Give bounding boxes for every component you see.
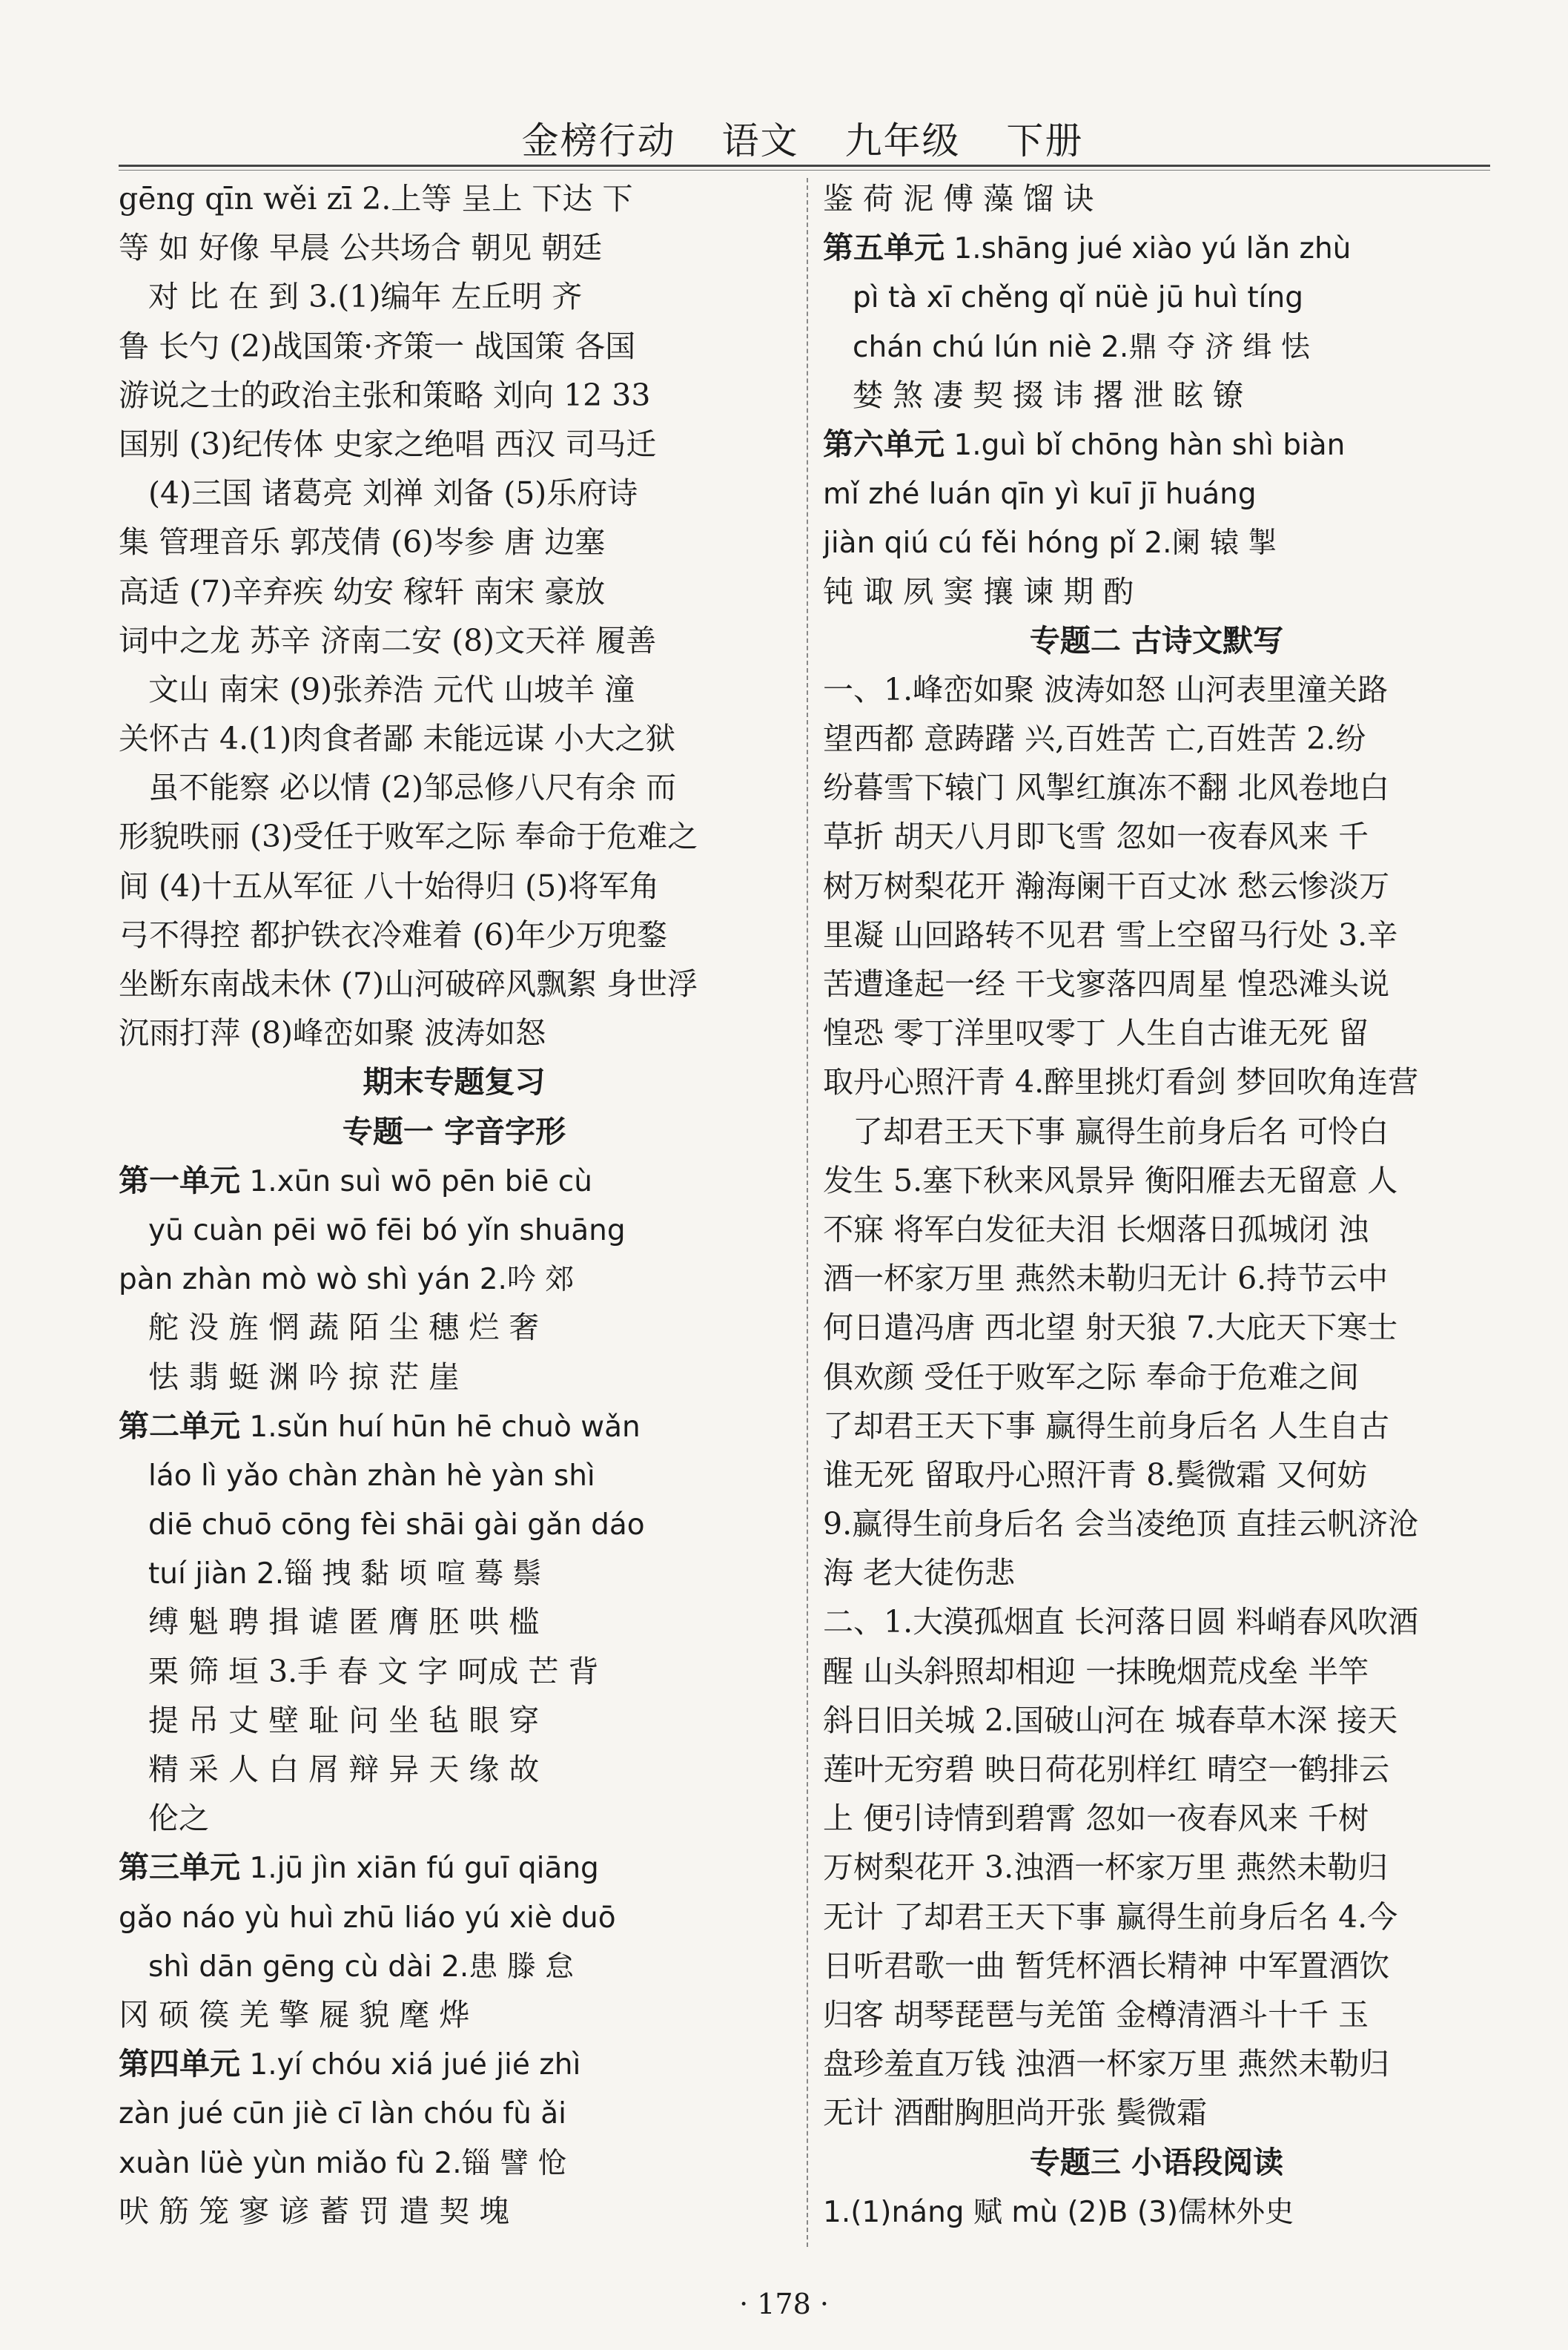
section-heading xyxy=(119,1107,790,1156)
unit-label: 第五单元 xyxy=(823,230,945,266)
answer-line xyxy=(119,567,790,616)
answer-text: 怯 翡 蜓 渊 吟 掠 茫 崖 xyxy=(148,1359,460,1395)
answer-text: 1.(1)náng 赋 mù (2)B (3)儒林外史 xyxy=(823,2195,1294,2229)
answer-text: 钝 诹 夙 窦 攘 谏 期 酌 xyxy=(823,573,1134,610)
answer-text: 树万树梨花开 瀚海阑干百丈冰 愁云惨淡万 xyxy=(823,868,1390,904)
answer-text: shì dān gēng cù dài 2.患 滕 怠 xyxy=(148,1950,575,1984)
answer-text: 缚 魁 聘 揖 谑 匿 膺 胚 哄 槛 xyxy=(148,1604,540,1640)
answer-line xyxy=(119,1450,790,1499)
answer-text: pì tà xī chěng qǐ nüè jū huì tíng xyxy=(853,281,1303,315)
answer-line xyxy=(823,272,1490,321)
answer-text: 坐断东南战未休 (7)山河破碎风飘絮 身世浮 xyxy=(119,966,698,1002)
answer-text: 取丹心照汗青 4.醉里挑灯看剑 梦回吹角连营 xyxy=(823,1064,1419,1100)
answer-line xyxy=(823,567,1490,616)
answer-text: 1.yí chóu xiá jué jié zhì xyxy=(240,2048,581,2082)
answer-line xyxy=(823,1156,1490,1205)
answer-line xyxy=(119,518,790,567)
page-number: · 178 · xyxy=(739,2288,829,2320)
answer-text: 词中之龙 苏辛 济南二安 (8)文天祥 履善 xyxy=(119,622,657,659)
section-heading xyxy=(119,1057,790,1106)
answer-text: 吠 筋 笼 寥 谚 蓄 罚 遣 契 塊 xyxy=(119,2193,510,2229)
answer-text: 专题一 字音字形 xyxy=(342,1113,566,1149)
answer-text: 1.jū jìn xiān fú guī qiāng xyxy=(240,1852,599,1886)
answer-text: 文山 南宋 (9)张养浩 元代 山坡羊 潼 xyxy=(148,671,635,707)
answer-line xyxy=(823,1009,1490,1057)
answer-text: 苦遭逢起一经 干戈寥落四周星 惶恐滩头说 xyxy=(823,966,1390,1002)
answer-text: 冈 硕 篌 羌 擎 屣 貌 麾 烨 xyxy=(119,1996,470,2033)
answer-line xyxy=(823,1843,1490,1892)
answer-line xyxy=(119,1843,790,1892)
answer-line xyxy=(823,1647,1490,1696)
answer-text: 日听君歌一曲 暂凭杯酒长精神 中军置酒饮 xyxy=(823,1947,1390,1984)
right-answer-column xyxy=(823,174,1490,2236)
answer-text: 俱欢颜 受任于败军之际 奉命于危难之间 xyxy=(823,1359,1360,1395)
answer-line xyxy=(119,1990,790,2039)
answer-line xyxy=(823,2187,1490,2236)
answer-text: 上 便引诗情到碧霄 忽如一夜春风来 千树 xyxy=(823,1801,1369,1837)
answer-line xyxy=(119,371,790,420)
answer-line xyxy=(119,665,790,714)
unit-label: 第三单元 xyxy=(119,1849,240,1886)
answer-text: gēng qīn wěi zī 2.上等 呈上 下达 下 xyxy=(119,181,633,217)
answer-line xyxy=(823,665,1490,714)
answer-line xyxy=(119,2138,790,2187)
answer-line xyxy=(823,223,1490,272)
answer-line xyxy=(119,763,790,812)
answer-text: 归客 胡琴琵琶与羌笛 金樽清酒斗十千 玉 xyxy=(823,1996,1369,2033)
answer-line xyxy=(823,2039,1490,2088)
answer-line xyxy=(119,223,790,272)
answer-text: 酒一杯家万里 燕然未勒归无计 6.持节云中 xyxy=(823,1261,1389,1297)
answer-text: 惶恐 零丁洋里叹零丁 人生自古谁无死 留 xyxy=(823,1015,1369,1052)
section-heading xyxy=(823,616,1490,665)
answer-line xyxy=(119,1254,790,1303)
header-book-title: 金榜行动 xyxy=(521,119,676,162)
answer-line xyxy=(119,1402,790,1450)
answer-line xyxy=(823,1254,1490,1303)
answer-text: 纷暮雪下辕门 风掣红旗冻不翻 北风卷地白 xyxy=(823,770,1390,806)
answer-text: 沉雨打萍 (8)峰峦如聚 波涛如怒 xyxy=(119,1015,546,1052)
answer-line xyxy=(119,2039,790,2088)
answer-text: 高适 (7)辛弃疾 幼安 稼轩 南宋 豪放 xyxy=(119,573,606,610)
answer-text: yū cuàn pēi wō fēi bó yǐn shuāng xyxy=(148,1213,626,1247)
answer-text: 一、1.峰峦如聚 波涛如怒 山河表里潼关路 xyxy=(823,671,1389,707)
answer-line xyxy=(119,272,790,321)
answer-text: chán chú lún niè 2.鼎 夺 济 缉 怯 xyxy=(853,330,1310,364)
answer-line xyxy=(119,714,790,763)
answer-text: jiàn qiú cú fěi hóng pǐ 2.阑 辕 掣 xyxy=(823,527,1277,561)
answer-line xyxy=(823,1745,1490,1794)
answer-line xyxy=(119,862,790,911)
unit-label: 第一单元 xyxy=(119,1162,240,1198)
answer-text: 望西都 意踌躇 兴,百姓苦 亡,百姓苦 2.纷 xyxy=(823,721,1366,757)
answer-line xyxy=(823,1892,1490,1941)
answer-text: 草折 胡天八月即飞雪 忽如一夜春风来 千 xyxy=(823,819,1369,855)
answer-line xyxy=(119,174,790,223)
answer-text: 发生 5.塞下秋来风景异 衡阳雁去无留意 人 xyxy=(823,1162,1398,1198)
answer-text: 关怀古 4.(1)肉食者鄙 未能远谋 小大之狱 xyxy=(119,721,676,757)
answer-text: 鉴 荷 泥 傅 藻 馏 诀 xyxy=(823,181,1094,217)
answer-text: 盘珍羞直万钱 浊酒一杯家万里 燕然未勒归 xyxy=(823,2046,1390,2082)
header-subject: 语文 xyxy=(721,119,799,162)
answer-line xyxy=(823,1990,1490,2039)
answer-text: 醒 山头斜照却相迎 一抹晚烟荒戍垒 半竿 xyxy=(823,1653,1369,1689)
answer-text: 间 (4)十五从军征 八十始得归 (5)将军角 xyxy=(119,868,660,904)
answer-line xyxy=(823,1303,1490,1352)
answer-line xyxy=(823,1107,1490,1156)
answer-text: 伦之 xyxy=(148,1801,209,1837)
answer-line xyxy=(823,1696,1490,1745)
answer-text: 里凝 山回路转不见君 雪上空留马行处 3.辛 xyxy=(823,917,1398,953)
answer-text: 舵 没 旌 惘 蔬 陌 尘 穗 烂 奢 xyxy=(148,1310,540,1346)
answer-line xyxy=(119,420,790,469)
answer-text: 9.赢得生前身后名 会当凌绝顶 直挂云帆济沧 xyxy=(823,1506,1419,1542)
answer-line xyxy=(823,420,1490,469)
answer-line xyxy=(119,812,790,861)
answer-text: 1.sǔn huí hūn hē chuò wǎn xyxy=(240,1410,641,1444)
answer-text: láo lì yǎo chàn zhàn hè yàn shì xyxy=(148,1459,595,1493)
answer-line xyxy=(119,469,790,518)
answer-line xyxy=(119,1745,790,1794)
answer-text: 栗 筛 垣 3.手 春 文 字 呵成 芒 背 xyxy=(148,1653,599,1689)
answer-text: zàn jué cūn jiè cī làn chóu fù ǎi xyxy=(119,2097,567,2131)
answer-line xyxy=(119,960,790,1009)
answer-line xyxy=(823,371,1490,420)
answer-line xyxy=(823,1941,1490,1990)
answer-text: 了却君王天下事 赢得生前身后名 人生自古 xyxy=(823,1407,1390,1444)
answer-text: 提 吊 丈 壁 耻 问 坐 毡 眼 穿 xyxy=(148,1702,540,1738)
answer-text: 对 比 在 到 3.(1)编年 左丘明 齐 xyxy=(148,279,583,315)
answer-text: mǐ zhé luán qīn yì kuī jī huáng xyxy=(823,478,1257,512)
answer-text: 莲叶无穷碧 映日荷花别样红 晴空一鹤排云 xyxy=(823,1752,1390,1787)
answer-line xyxy=(823,518,1490,567)
answer-line xyxy=(119,1205,790,1254)
answer-line xyxy=(823,714,1490,763)
answer-line xyxy=(119,1353,790,1402)
answer-text: 二、1.大漠孤烟直 长河落日圆 料峭春风吹酒 xyxy=(823,1604,1419,1640)
answer-line xyxy=(823,862,1490,911)
answer-text: 专题三 小语段阅读 xyxy=(1029,2144,1284,2180)
answer-text: xuàn lüè yùn miǎo fù 2.锱 譬 怆 xyxy=(119,2146,567,2180)
answer-text: 弓不得控 都护铁衣冷难着 (6)年少万兜鍪 xyxy=(119,917,668,953)
answer-line xyxy=(119,1892,790,1941)
answer-text: 婪 煞 凄 契 掇 讳 撂 泄 眩 镣 xyxy=(853,377,1244,413)
answer-line xyxy=(823,1353,1490,1402)
answer-line xyxy=(823,1794,1490,1843)
answer-line xyxy=(823,1402,1490,1450)
header-rule xyxy=(119,165,1490,167)
answer-line xyxy=(823,469,1490,518)
answer-text: 期末专题复习 xyxy=(363,1064,546,1100)
answer-text: 虽不能察 必以情 (2)邹忌修八尺有余 而 xyxy=(148,770,677,806)
answer-line xyxy=(119,1647,790,1696)
answer-line xyxy=(823,1597,1490,1646)
answer-line xyxy=(823,322,1490,371)
answer-text: 斜日旧关城 2.国破山河在 城春草木深 接天 xyxy=(823,1702,1398,1738)
answer-text: (4)三国 诸葛亮 刘禅 刘备 (5)乐府诗 xyxy=(148,475,638,512)
answer-text: 何日遣冯唐 西北望 射天狼 7.大庇天下寒士 xyxy=(823,1310,1398,1346)
answer-text: 游说之士的政治主张和策略 刘向 12 33 xyxy=(119,377,651,413)
answer-line xyxy=(119,1009,790,1057)
header-grade: 九年级 xyxy=(844,119,961,162)
answer-line xyxy=(119,1548,790,1597)
answer-text: 精 采 人 白 屑 辩 异 天 缘 故 xyxy=(148,1752,540,1787)
answer-line xyxy=(119,1156,790,1205)
answer-line xyxy=(823,1205,1490,1254)
answer-line xyxy=(119,322,790,371)
answer-text: diē chuō cōng fèi shāi gài gǎn dáo xyxy=(148,1508,645,1542)
answer-line xyxy=(119,2088,790,2137)
answer-text: 1.guì bǐ chōng hàn shì biàn xyxy=(945,428,1346,462)
answer-text: 1.shāng jué xiào yú lǎn zhù xyxy=(945,232,1352,266)
answer-line xyxy=(823,1499,1490,1548)
answer-line xyxy=(823,174,1490,223)
answer-line xyxy=(119,1941,790,1990)
unit-label: 第二单元 xyxy=(119,1407,240,1444)
answer-line xyxy=(119,1794,790,1843)
answer-line xyxy=(119,616,790,665)
column-divider xyxy=(807,178,808,2247)
unit-label: 第六单元 xyxy=(823,426,945,462)
answer-line xyxy=(119,1303,790,1352)
left-answer-column xyxy=(119,174,790,2236)
answer-text: 鲁 长勺 (2)战国策·齐策一 战国策 各国 xyxy=(119,328,636,364)
answer-text: 等 如 好像 早晨 公共场合 朝见 朝廷 xyxy=(119,230,603,266)
answer-text: 1.xūn suì wō pēn biē cù xyxy=(240,1164,592,1198)
answer-text: 国别 (3)纪传体 史家之绝唱 西汉 司马迁 xyxy=(119,426,657,462)
answer-line xyxy=(823,911,1490,960)
answer-text: 集 管理音乐 郭茂倩 (6)岑参 唐 边塞 xyxy=(119,524,606,561)
unit-label: 第四单元 xyxy=(119,2046,240,2082)
answer-line xyxy=(823,1450,1490,1499)
answer-line xyxy=(823,2088,1490,2137)
answer-text: 无计 了却君王天下事 赢得生前身后名 4.今 xyxy=(823,1898,1398,1935)
answer-text: pàn zhàn mò wò shì yán 2.吟 郊 xyxy=(119,1263,575,1297)
answer-text: gǎo náo yù huì zhū liáo yú xiè duō xyxy=(119,1901,616,1935)
answer-text: 无计 酒酣胸胆尚开张 鬓微霜 xyxy=(823,2095,1208,2131)
answer-text: 专题二 古诗文默写 xyxy=(1029,622,1284,659)
answer-line xyxy=(823,812,1490,861)
answer-text: 了却君王天下事 赢得生前身后名 可怜白 xyxy=(853,1113,1389,1149)
answer-text: 谁无死 留取丹心照汗青 8.鬓微霜 又何妨 xyxy=(823,1456,1368,1493)
answer-line xyxy=(119,1597,790,1646)
answer-text: 不寐 将军白发征夫泪 长烟落日孤城闭 浊 xyxy=(823,1211,1369,1247)
answer-line xyxy=(119,1696,790,1745)
answer-text: 海 老大徒伤悲 xyxy=(823,1555,1016,1591)
answer-line xyxy=(823,1548,1490,1597)
answer-line xyxy=(823,763,1490,812)
answer-text: tuí jiàn 2.锱 拽 黏 顷 喧 蓦 鬃 xyxy=(148,1557,542,1591)
answer-line xyxy=(119,2187,790,2236)
header-volume: 下册 xyxy=(1006,119,1084,162)
header-rule-thin xyxy=(119,170,1490,171)
answer-line xyxy=(823,960,1490,1009)
answer-text: 形貌昳丽 (3)受任于败军之际 奉命于危难之 xyxy=(119,819,698,855)
answer-line xyxy=(119,1499,790,1548)
answer-line xyxy=(823,1057,1490,1106)
answer-text: 万树梨花开 3.浊酒一杯家万里 燕然未勒归 xyxy=(823,1849,1389,1886)
section-heading xyxy=(823,2138,1490,2187)
answer-line xyxy=(119,911,790,960)
running-header xyxy=(119,111,1486,165)
